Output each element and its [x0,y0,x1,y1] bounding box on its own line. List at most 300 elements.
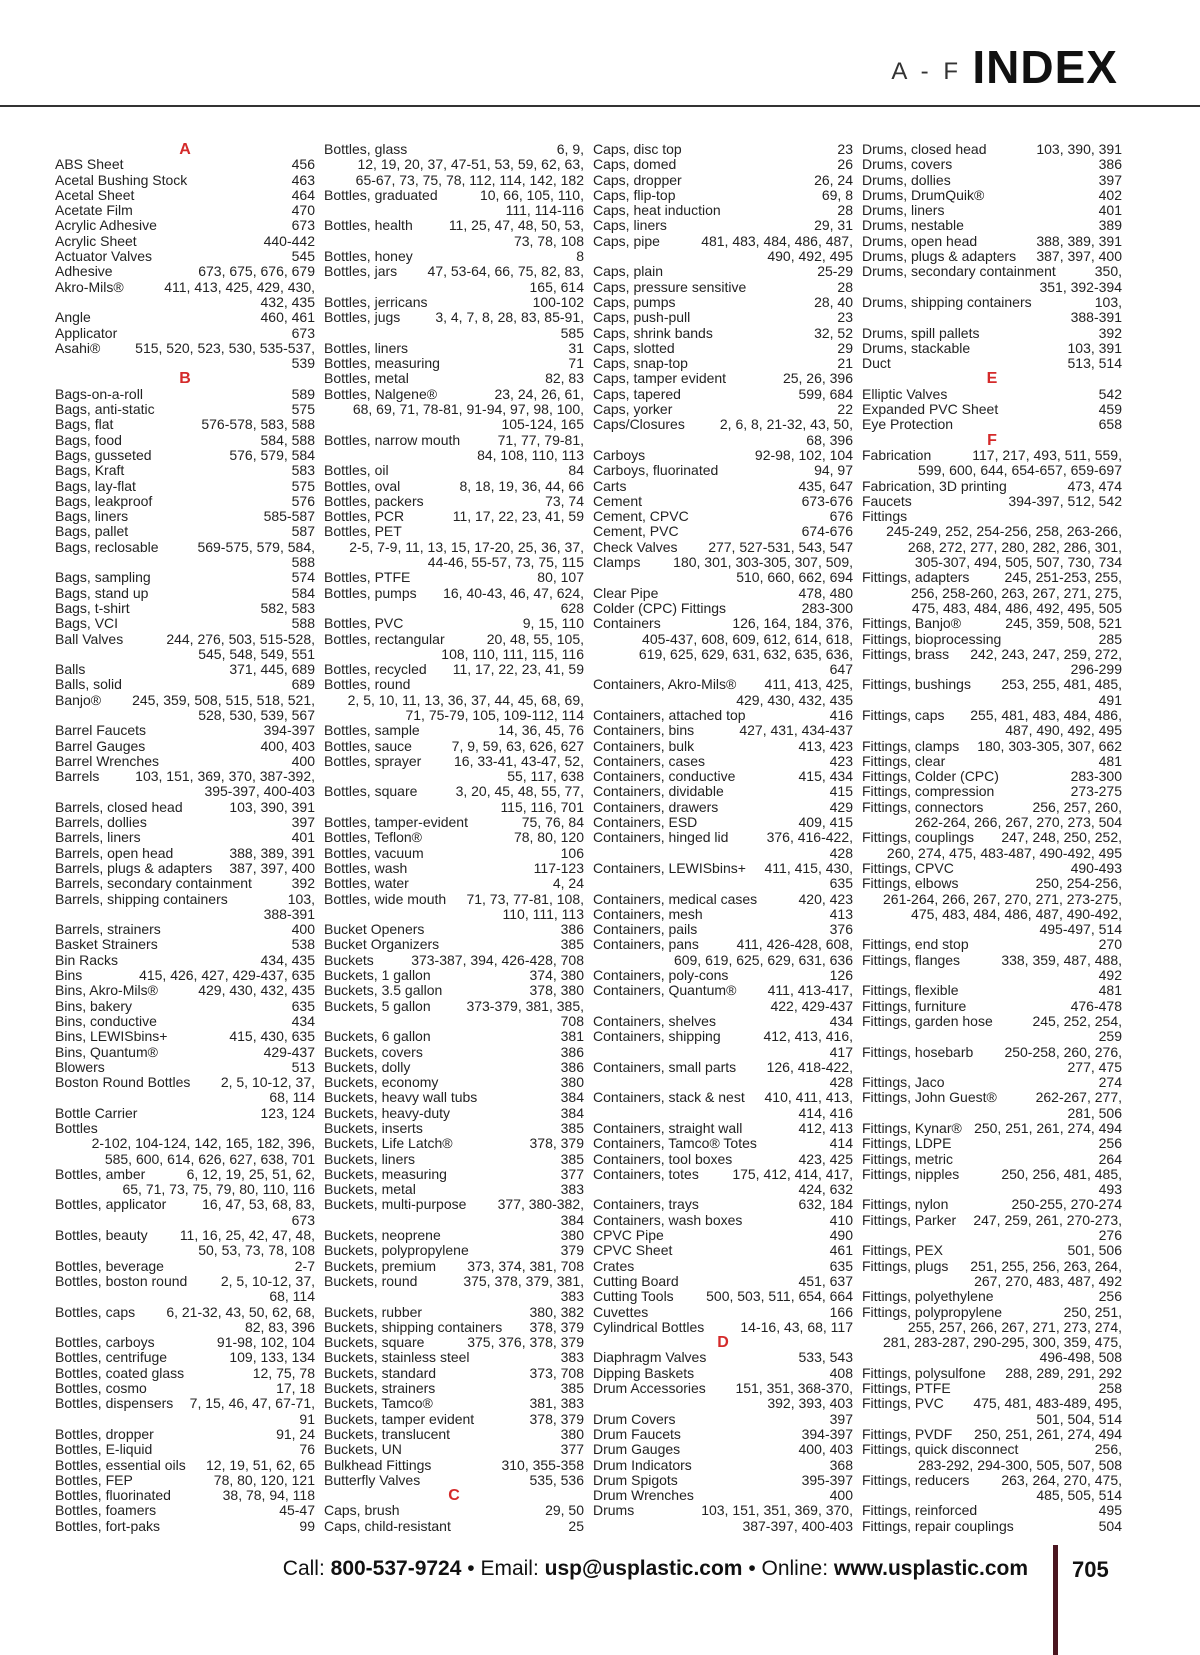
entry-page-refs: 11, 25, 47, 48, 50, 53, [448,217,584,234]
entry-page-refs: 103, [287,890,315,907]
entry-page-refs: 400 [291,921,315,938]
index-entry [593,310,853,325]
index-entry [324,1427,584,1442]
entry-line [55,769,315,784]
entry-page-refs: 2, 5, 10, 11, 13, 36, 37, 44, 45, 68, 69, [347,691,584,708]
entry-term: Carboys, fluorinated [593,462,719,479]
index-entry [324,662,584,677]
entry-line [862,356,1122,371]
index-entry [55,1274,315,1305]
entry-term: Containers, bins [593,722,695,739]
entry-page-refs: 538 [291,936,315,953]
entry-line [324,861,584,876]
entry-page-refs: 635 [291,997,315,1014]
entry-line [593,723,853,738]
index-entry [324,632,584,663]
entry-line [324,662,584,677]
entry-page-refs: 542 [1098,385,1122,402]
index-entry [55,1366,315,1381]
entry-page-refs: 117, 217, 493, 511, 559, [972,446,1122,463]
index-entry [324,1381,584,1396]
entry-term: Bags, gusseted [55,446,152,463]
entry-continuation-line [593,1182,853,1197]
entry-line [55,448,315,463]
entry-term: Caps/Closures [593,416,685,433]
entry-term: Bags, lay-flat [55,477,136,494]
entry-line [593,1305,853,1320]
entry-line [862,784,1122,799]
entry-term: Faucets [862,492,912,509]
entry-term: Carts [593,477,627,494]
entry-line [593,142,853,157]
entry-line [862,983,1122,998]
entry-term: Containers, stack & nest [593,1089,745,1106]
entry-page-refs: 14-16, 43, 68, 117 [740,1318,853,1335]
entry-line [55,417,315,432]
entry-term: Fittings, Kynar® [862,1120,962,1136]
entry-continuation-line [593,1045,853,1060]
index-entry [55,494,315,509]
entry-line [862,264,1122,279]
entry-term: Angle [55,309,91,326]
index-entry [55,1519,315,1534]
entry-page-refs: 528, 530, 539, 567 [198,706,315,723]
index-entry [55,1014,315,1029]
entry-page-refs: 456 [291,156,315,173]
index-entry [862,632,1122,647]
entry-page-refs: 584 [291,584,315,601]
entry-continuation-line [55,784,315,799]
index-entry [862,157,1122,172]
entry-page-refs: 377 [560,1165,584,1182]
entry-line [55,570,315,585]
index-entry [324,142,584,188]
entry-term: Drums, plugs & adapters [862,248,1017,265]
entry-page-refs: 373, 374, 381, 708 [467,1257,584,1274]
entry-term: Fittings [862,508,908,525]
index-entry [862,1167,1122,1198]
page-footer [0,1545,1200,1655]
entry-term: Butterfly Valves [324,1471,421,1488]
entry-term: Fittings, nylon [862,1196,949,1213]
entry-term: Barrel Gauges [55,737,146,754]
entry-page-refs: 412, 413, 416, [763,1028,853,1045]
entry-term: Bottles, E-liquid [55,1441,153,1458]
entry-term: Asahi® [55,339,101,356]
entry-term: Fittings, PEX [862,1242,943,1259]
entry-page-refs: 68, 69, 71, 78-81, 91-94, 97, 98, 100, [352,401,584,418]
entry-term: Caps, pipe [593,232,660,249]
entry-term: CPVC Pipe [593,1227,664,1244]
entry-line [324,1045,584,1060]
index-entry [862,677,1122,708]
website-url[interactable]: www.usplastic.com [833,1557,1028,1580]
entry-page-refs: 350, [1094,263,1122,280]
index-entry [55,953,315,968]
entry-page-refs: 413 [829,905,853,922]
entry-term: Drum Faucets [593,1425,681,1442]
entry-line [862,1213,1122,1228]
index-entry [55,448,315,463]
entry-page-refs: 475, 483, 484, 486, 492, 495, 505 [911,599,1122,616]
index-entry [593,1473,853,1488]
index-entry [55,769,315,800]
index-entry [324,509,584,524]
entry-line [55,1045,315,1060]
entry-term: Fittings, PVC [862,1395,944,1412]
entry-continuation-line [593,249,853,264]
entry-line [862,876,1122,891]
entry-line [55,234,315,249]
entry-page-refs: 256, 257, 260, [1032,798,1122,815]
index-entry [55,1075,315,1106]
entry-term: Drum Covers [593,1410,676,1427]
entry-line [55,310,315,325]
entry-page-refs: 402 [1098,186,1122,203]
entry-continuation-line [862,1335,1122,1350]
index-entry [55,280,315,311]
entry-page-refs: 381, 383 [529,1395,584,1412]
entry-page-refs: 65, 71, 73, 75, 79, 80, 110, 116 [122,1181,315,1198]
section-letter-d: D [717,1334,729,1352]
entry-line [55,723,315,738]
entry-term: Buckets, Tamco® [324,1395,433,1412]
entry-page-refs: 250, 256, 481, 485, [1001,1165,1122,1182]
entry-continuation-line [55,356,315,371]
index-entry [862,1442,1122,1473]
entry-line [593,677,853,692]
entry-term: Drums, closed head [862,141,987,157]
entry-page-refs: 416 [829,706,853,723]
entry-page-refs: 180, 303-305, 307, 662 [977,737,1122,754]
entry-line [324,723,584,738]
index-entry [593,1228,853,1243]
entry-continuation-line [862,1106,1122,1121]
entry-term: Buckets, strainers [324,1380,436,1397]
entry-page-refs: 75, 76, 84 [521,814,584,831]
entry-term: Cutting Board [593,1272,679,1289]
entry-term: Bottles, dropper [55,1425,154,1442]
entry-term: Bottles, essential oils [55,1456,186,1473]
index-entry [55,937,315,952]
entry-line [593,830,853,845]
index-entry [324,1274,584,1305]
entry-page-refs: 12, 19, 20, 37, 47-51, 53, 59, 62, 63, [357,156,584,173]
entry-term: Fittings, reinforced [862,1502,978,1519]
index-entry [55,616,315,631]
entry-term: Bags, stand up [55,584,149,601]
index-entry [55,402,315,417]
entry-page-refs: 428 [829,844,853,861]
entry-continuation-line [593,662,853,677]
entry-page-refs: 392 [291,875,315,892]
entry-line [862,1442,1122,1457]
entry-term: Bottles, rectangular [324,630,445,647]
index-entry [593,1136,853,1151]
index-entry [593,448,853,463]
entry-page-refs: 401 [1098,202,1122,219]
entry-page-refs: 250-258, 260, 276, [1004,1043,1122,1060]
entry-term: Colder (CPC) Fittings [593,599,727,616]
entry-line [862,830,1122,845]
entry-page-refs: 16, 33-41, 43-47, 52, [454,752,584,769]
entry-term: Buckets, economy [324,1074,439,1091]
entry-term: Bags, leakproof [55,492,153,509]
entry-line [593,616,853,631]
entry-page-refs: 103, 151, 351, 369, 370, [701,1502,853,1519]
entry-line [593,754,853,769]
entry-term: Bags, food [55,431,122,448]
entry-line [862,647,1122,662]
entry-line [55,173,315,188]
entry-line [324,142,584,157]
entry-line [593,402,853,417]
index-entry [862,356,1122,371]
entry-line [593,739,853,754]
entry-term: Bottles, graduated [324,186,438,203]
entry-term: Bottles, applicator [55,1196,167,1213]
entry-line [55,815,315,830]
entry-page-refs: 599, 684 [798,385,853,402]
entry-term: Fittings, Banjo® [862,615,962,632]
entry-line [324,1366,584,1381]
index-entry [55,1060,315,1075]
entry-page-refs: 28 [837,202,853,219]
entry-page-refs: 490-493 [1070,859,1122,876]
entry-line [324,1197,584,1212]
entry-line [324,892,584,907]
entry-line [324,739,584,754]
entry-term: Containers, pails [593,921,698,938]
page-number: 705 [1072,1557,1109,1582]
contact-line [283,1557,1028,1581]
entry-continuation-line [55,1289,315,1304]
entry-term: Bins [55,967,83,984]
entry-line [324,371,584,386]
entry-term: Caps, disc top [593,141,682,157]
entry-line [593,371,853,386]
index-entry [862,1427,1122,1442]
entry-term: Barrel Wrenches [55,752,160,769]
entry-continuation-line [324,280,584,295]
entry-page-refs: 515, 520, 523, 530, 535-537, [135,339,315,356]
entry-term: Balls [55,661,86,678]
entry-line [593,861,853,876]
index-entry [55,173,315,188]
index-entry [862,402,1122,417]
entry-page-refs: 397 [291,814,315,831]
entry-line [862,1503,1122,1518]
entry-continuation-line [324,555,584,570]
entry-page-refs: 381 [560,1028,584,1045]
entry-term: Buckets, 3.5 gallon [324,982,443,999]
index-entry [55,800,315,815]
entry-page-refs: 673 [291,217,315,234]
entry-line [862,1121,1122,1136]
index-entry [862,953,1122,984]
entry-line [55,937,315,952]
index-entry [324,739,584,754]
index-entry [324,463,584,478]
index-entry [324,723,584,738]
index-entry [324,310,584,341]
entry-continuation-line [324,1213,584,1228]
entry-term: Bottles, PTFE [324,569,411,586]
entry-line [862,218,1122,233]
index-entry [55,892,315,923]
index-entry [862,326,1122,341]
entry-term: Bottles, liners [324,339,409,356]
entry-term: Fittings, LDPE [862,1135,952,1152]
index-entry [593,524,853,539]
entry-term: Fittings, repair couplings [862,1517,1014,1534]
index-entry [593,1442,853,1457]
entry-line [55,999,315,1014]
entry-term: Containers, shipping [593,1028,721,1045]
entry-line [324,1090,584,1105]
entry-term: Bags, reclosable [55,538,159,555]
entry-page-refs: 386 [560,1043,584,1060]
index-entry [862,570,1122,616]
entry-page-refs: 513 [291,1058,315,1075]
entry-term: Barrels, plugs & adapters [55,859,213,876]
entry-term: Bottles, beauty [55,1227,148,1244]
entry-line [324,999,584,1014]
entry-term: Fittings, John Guest® [862,1089,997,1106]
entry-page-refs: 11, 17, 22, 23, 41, 59 [452,661,584,678]
entry-line [862,1014,1122,1029]
entry-page-refs: 510, 660, 662, 694 [736,569,853,586]
entry-page-refs: 68, 396 [806,431,853,448]
entry-line [324,616,584,631]
entry-page-refs: 380 [560,1227,584,1244]
entry-page-refs: 464 [291,186,315,203]
entry-continuation-line [55,1320,315,1335]
entry-page-refs: 111, 114-116 [505,202,584,219]
entry-term: Containers, ESD [593,814,698,831]
entry-page-refs: 100-102 [532,293,584,310]
entry-continuation-line [862,524,1122,539]
entry-term: Fittings, Jaco [862,1074,945,1091]
entry-term: Caps, child-resistant [324,1517,451,1534]
entry-line [324,218,584,233]
entry-line [324,983,584,998]
entry-line [862,1136,1122,1151]
index-entry [593,341,853,356]
entry-page-refs: 288, 289, 291, 292 [1005,1364,1122,1381]
entry-term: Drums, liners [862,202,945,219]
entry-page-refs: 463 [291,171,315,188]
index-entry [593,555,853,586]
entry-term: Acrylic Adhesive [55,217,157,234]
entry-page-refs: 2-102, 104-124, 142, 165, 182, 396, [91,1135,315,1152]
index-entry [593,1274,853,1289]
entry-term: Drums, open head [862,232,978,249]
index-entry [862,830,1122,861]
entry-continuation-line [593,876,853,891]
entry-continuation-line [862,693,1122,708]
index-entry [862,387,1122,402]
entry-page-refs: 387, 397, 400 [229,859,315,876]
index-entry [55,632,315,663]
entry-page-refs: 55, 117, 638 [507,768,584,785]
index-entry [55,249,315,264]
entry-page-refs: 539 [291,355,315,372]
index-entry [55,1473,315,1488]
email-address[interactable]: usp@usplastic.com [544,1557,743,1580]
entry-page-refs: 12, 75, 78 [252,1364,315,1381]
entry-term: Bulkhead Fittings [324,1456,432,1473]
index-entry [593,1014,853,1029]
entry-page-refs: 414 [829,1135,853,1152]
entry-term: Acetal Bushing Stock [55,171,188,188]
entry-line [593,1152,853,1167]
index-entry [593,509,853,524]
entry-term: Bottles, FEP [55,1471,133,1488]
entry-line [324,310,584,325]
entry-term: Fittings, CPVC [862,859,954,876]
entry-line [593,1213,853,1228]
entry-continuation-line [862,892,1122,907]
entry-page-refs: 283-292, 294-300, 505, 507, 508 [918,1456,1122,1473]
phone-number[interactable]: 800-537-9724 [330,1557,462,1580]
entry-line [593,601,853,616]
entry-term: Buckets, heavy-duty [324,1104,451,1121]
entry-term: Cutting Tools [593,1288,674,1305]
entry-line [593,1412,853,1427]
entry-page-refs: 384 [560,1089,584,1106]
entry-page-refs: 400, 403 [260,737,315,754]
entry-term: Containers, LEWISbins+ [593,859,746,876]
entry-continuation-line [862,1228,1122,1243]
entry-line [55,463,315,478]
entry-line [324,509,584,524]
entry-line [593,1442,853,1457]
entry-page-refs: 25, 26, 396 [782,370,853,387]
index-entry [862,448,1122,479]
entry-page-refs: 375, 376, 378, 379 [467,1334,584,1351]
index-entry [862,1366,1122,1381]
entry-term: Fittings, bioprocessing [862,630,1002,647]
entry-page-refs: 256, [1094,1441,1122,1458]
entry-line [862,326,1122,341]
online-label: • Online: [742,1557,834,1580]
index-entry [862,754,1122,769]
entry-page-refs: 420, 423 [798,890,853,907]
entry-line [55,616,315,631]
entry-line [862,1075,1122,1090]
entry-line [593,1243,853,1258]
entry-line [593,310,853,325]
index-entry [593,800,853,815]
entry-term: Akro-Mils® [55,278,124,295]
entry-page-refs: 29, 50 [545,1502,584,1519]
entry-page-refs: 2, 5, 10-12, 37, [220,1074,315,1091]
entry-page-refs: 7, 9, 59, 63, 626, 627 [451,737,584,754]
entry-term: Cuvettes [593,1303,649,1320]
entry-page-refs: 91, 24 [276,1425,315,1442]
index-entry [55,693,315,724]
entry-page-refs: 14, 36, 45, 76 [498,722,584,739]
entry-line [324,463,584,478]
entry-line [324,494,584,509]
entry-line [593,173,853,188]
index-entry [593,1060,853,1091]
entry-line [55,693,315,708]
entry-page-refs: 386 [560,921,584,938]
entry-page-refs: 71 [568,355,584,372]
index-entry [55,1488,315,1503]
